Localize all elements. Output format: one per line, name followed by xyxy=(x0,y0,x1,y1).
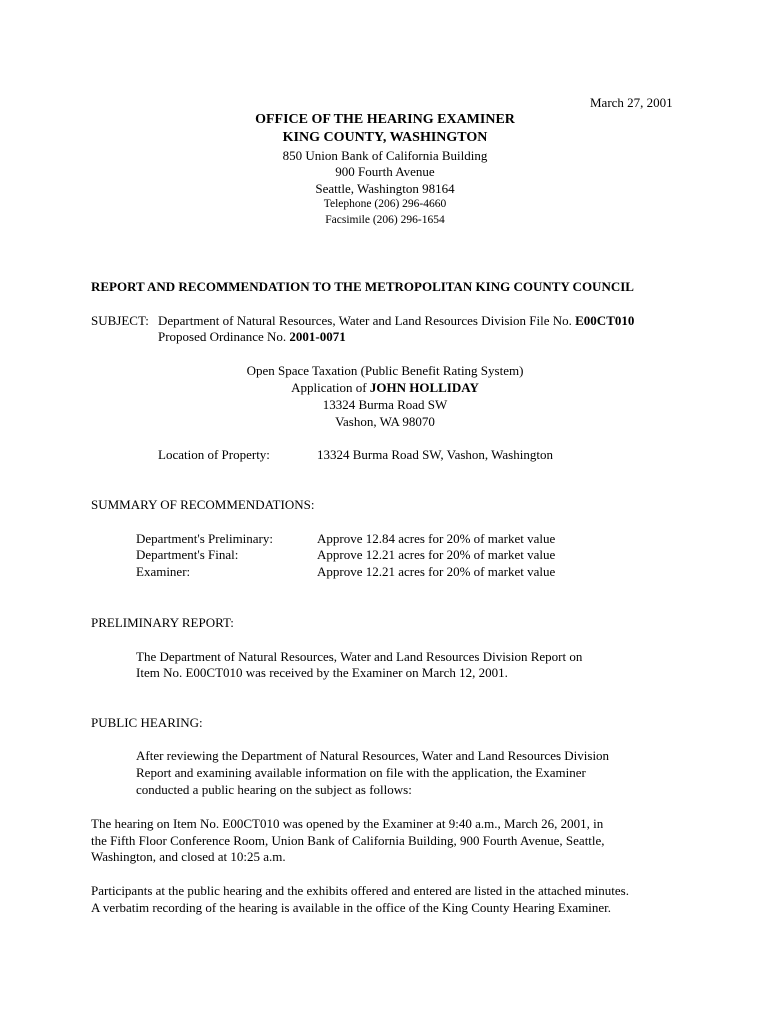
report-title: REPORT AND RECOMMENDATION TO THE METROPOLITAN KING COUNTY COUNCIL xyxy=(91,279,634,294)
preliminary-heading: PRELIMINARY REPORT: xyxy=(91,615,234,630)
location-label: Location of Property: xyxy=(158,447,270,462)
subject-line2-text: Proposed Ordinance No. xyxy=(158,329,287,344)
hearing-intro-line3: conducted a public hearing on the subject as follows: xyxy=(136,782,412,797)
subject-file-number: E00CT010 xyxy=(575,313,635,328)
summary-row-value: Approve 12.84 acres for 20% of market value xyxy=(317,531,556,546)
preliminary-line1: The Department of Natural Resources, Water and Land Resources Division Report on xyxy=(136,649,583,664)
hearing-paragraph2-line2: A verbatim recording of the hearing is available in the office of the King County Hearing Examiner. xyxy=(91,900,611,915)
office-address-line1: 850 Union Bank of California Building xyxy=(282,148,488,163)
subject-line2 xyxy=(158,328,346,345)
summary-row-label: Department's Final: xyxy=(136,547,239,562)
subject-label: SUBJECT: xyxy=(91,313,149,328)
summary-heading: SUMMARY OF RECOMMENDATIONS: xyxy=(91,497,315,512)
office-address-line2: 900 Fourth Avenue xyxy=(335,164,435,179)
application-prefix: Application of xyxy=(291,380,367,395)
office-county: KING COUNTY, WASHINGTON xyxy=(282,130,488,145)
hearing-paragraph1-line3: Washington, and closed at 10:25 a.m. xyxy=(91,849,286,864)
hearing-paragraph2-line1: Participants at the public hearing and the exhibits offered and entered are listed in the attached minutes. xyxy=(91,883,629,898)
hearing-intro-line1: After reviewing the Department of Natural Resources, Water and Land Resources Division xyxy=(136,748,610,763)
summary-row-label: Examiner: xyxy=(136,564,191,579)
location-value: 13324 Burma Road SW, Vashon, Washington xyxy=(317,447,553,462)
summary-row-value: Approve 12.21 acres for 20% of market value xyxy=(317,547,556,562)
application-address-line1: 13324 Burma Road SW xyxy=(322,397,448,412)
hearing-paragraph1-line2: the Fifth Floor Conference Room, Union Bank of California Building, 900 Fourth Avenue, Seattle, xyxy=(91,833,605,848)
applicant-name: JOHN HOLLIDAY xyxy=(369,380,479,395)
hearing-intro-line2: Report and examining available information on file with the application, the Examiner xyxy=(136,765,586,780)
subject-line1 xyxy=(158,312,634,329)
office-title: OFFICE OF THE HEARING EXAMINER xyxy=(255,112,515,127)
summary-row-value: Approve 12.21 acres for 20% of market value xyxy=(317,564,556,579)
application-of xyxy=(0,379,770,396)
preliminary-line2: Item No. E00CT010 was received by the Examiner on March 12, 2001. xyxy=(136,665,508,680)
hearing-heading: PUBLIC HEARING: xyxy=(91,715,203,730)
office-facsimile: Facsimile (206) 296-1654 xyxy=(325,214,445,226)
subject-ordinance-number: 2001-0071 xyxy=(289,329,346,344)
application-address-line2: Vashon, WA 98070 xyxy=(335,414,435,429)
hearing-paragraph1-line1: The hearing on Item No. E00CT010 was opened by the Examiner at 9:40 a.m., March 26, 2001, in xyxy=(91,816,604,831)
application-type: Open Space Taxation (Public Benefit Rating System) xyxy=(246,363,524,378)
office-telephone: Telephone (206) 296-4660 xyxy=(323,198,447,210)
summary-row-label: Department's Preliminary: xyxy=(136,531,274,546)
subject-line1-text: Department of Natural Resources, Water and Land Resources Division File No. xyxy=(158,313,572,328)
document-date: March 27, 2001 xyxy=(590,95,673,110)
office-address-line3: Seattle, Washington 98164 xyxy=(315,181,455,196)
